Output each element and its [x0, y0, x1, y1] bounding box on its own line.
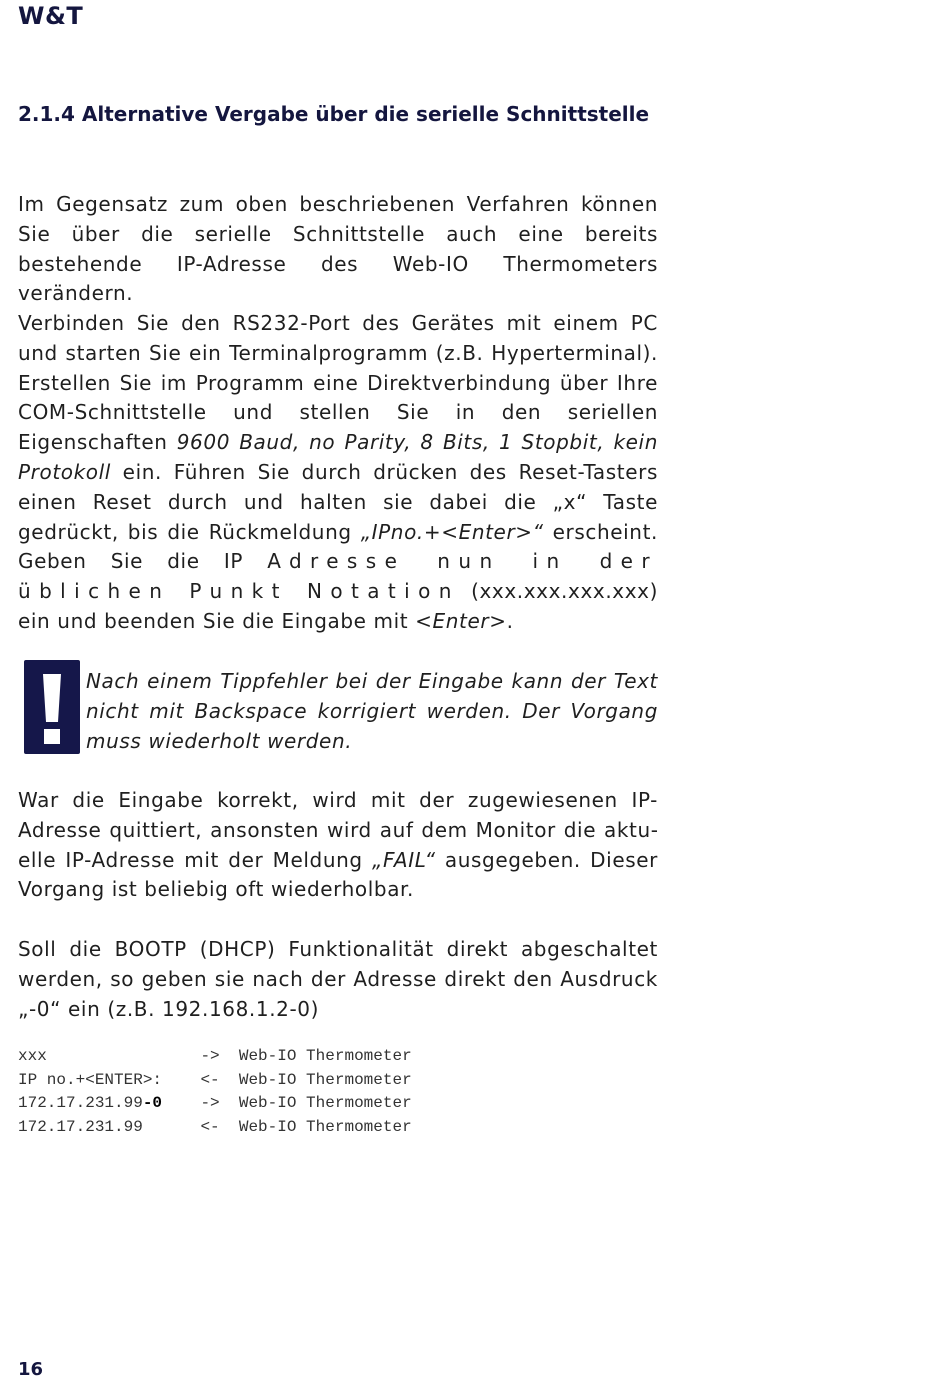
- enter-key: <Enter>: [415, 608, 507, 633]
- serial-settings: 9600 Baud, no Parity, 8 Bits, 1 Stopbit, kein Protokoll: [18, 430, 658, 484]
- console-target: Web-IO Thermometer: [238, 1117, 412, 1136]
- console-line: [18, 1069, 412, 1093]
- console-arrow: ->: [200, 1047, 220, 1065]
- console-suffix: -0: [142, 1094, 163, 1113]
- console-target: Web-IO Thermometer: [238, 1070, 412, 1089]
- fail-message: „FAIL“: [372, 847, 436, 872]
- page-number: 16: [18, 1359, 44, 1380]
- console-input: xxx: [18, 1047, 47, 1065]
- console-listing: [18, 1045, 412, 1139]
- warning-note: Nach einem Tippfehler bei der Eingabe kann der Text nicht mit Backspace korrigiert werden. Der Vorgang muss wiederholt werden.: [86, 669, 658, 753]
- console-input: IP no.+<ENTER>:: [18, 1070, 163, 1089]
- console-input: 172.17.231.99: [18, 1094, 143, 1113]
- console-line: [18, 1116, 412, 1140]
- bootp-paragraph: Soll die BOOTP (DHCP) Funktionalität direkt abgeschaltet werden, so geben sie nach der Adresse direkt den Ausdruck „-0“ ein (z.B. 192.168.1.2-0): [18, 937, 658, 1021]
- console-line: [18, 1092, 412, 1116]
- instructions-text-3: erscheint. Geben Sie die IP: [18, 519, 658, 574]
- instructions-text-5: (xxx.xxx.xxx.xxx) ein und beenden Sie die Eingabe mit: [18, 579, 658, 633]
- company-logo: W&T: [18, 2, 84, 30]
- result-paragraph: [18, 786, 658, 905]
- instructions-text-2: ein. Führen Sie durch drücken des Reset-Tasters einen Reset durch und halten sie dabei die „x“ Taste gedrückt, bis die Rückmeldung: [18, 459, 658, 544]
- console-target: Web-IO Thermometer: [238, 1094, 412, 1113]
- exclamation-icon: [24, 660, 80, 754]
- console-target: Web-IO Thermometer: [238, 1047, 412, 1065]
- console-arrow: <-: [200, 1117, 220, 1136]
- instructions-text-1: Verbinden Sie den RS232-Port des Gerätes mit einem PC und starten Sie ein Terminalprogramm (z.B. Hyperterminal). Erstellen Sie im Programm eine Direktverbindung über Ihre COM-Schnittstelle und stellen Sie in den seriellen Eigenschaften: [18, 311, 658, 455]
- console-line: [18, 1045, 412, 1069]
- console-input: 172.17.231.99: [18, 1117, 143, 1136]
- console-arrow: <-: [200, 1070, 220, 1089]
- result-text-2: ausgegeben. Dieser Vorgang ist beliebig oft wiederholbar.: [18, 847, 658, 902]
- section-heading: 2.1.4 Alternative Vergabe über die serielle Schnittstelle: [18, 102, 650, 126]
- console-arrow: ->: [200, 1094, 220, 1113]
- instructions-paragraph: [18, 309, 658, 637]
- ipno-prompt: „IPno.+<Enter>“: [360, 519, 544, 544]
- instructions-text-6: .: [506, 608, 514, 633]
- result-text-1: War die Eingabe korrekt, wird mit der zugewiesenen IP-Adresse quittiert, ansonsten wird auf dem Monitor die aktuelle IP-Adresse mit der Meldung: [18, 788, 658, 872]
- intro-paragraph: Im Gegensatz zum oben beschriebenen Verfahren können Sie über die serielle Schnittstelle auch eine bereits bestehende IP-Adresse des Web-IO Thermometers verändern.: [18, 192, 658, 306]
- instructions-text-4: Adresse nun in der üblichen Punkt Notation: [18, 549, 659, 604]
